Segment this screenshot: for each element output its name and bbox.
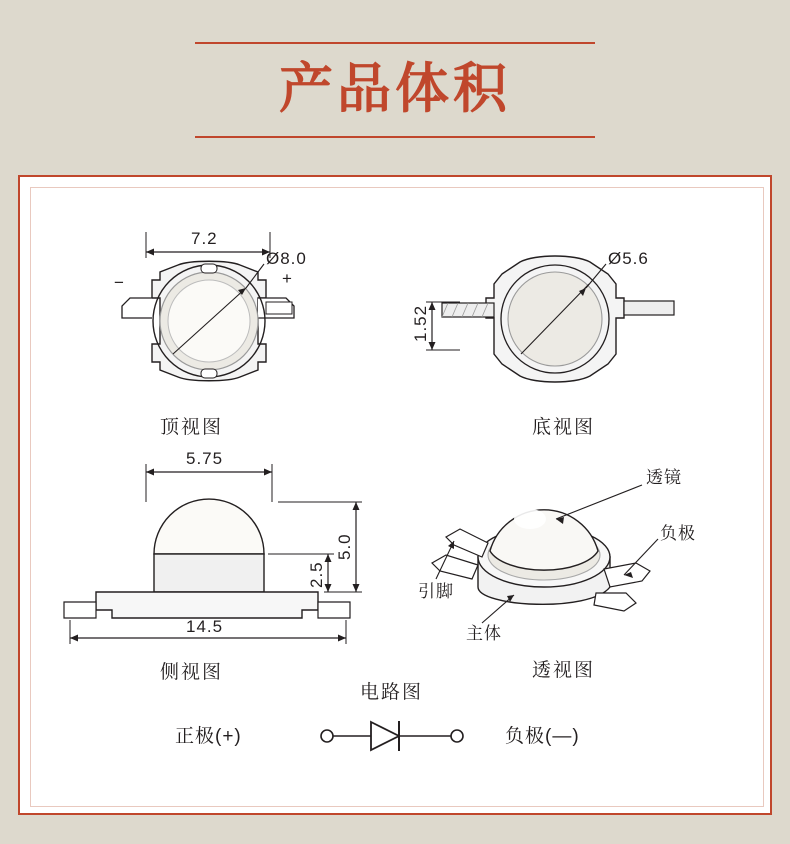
perspective-lead-label: 引脚 bbox=[418, 582, 454, 601]
perspective-view-figure bbox=[410, 447, 740, 647]
title-top-rule bbox=[195, 42, 595, 44]
page-title: 产品体积 bbox=[279, 59, 511, 119]
circuit-cathode-label: 负极(—) bbox=[505, 726, 580, 747]
top-view-figure bbox=[50, 202, 350, 412]
side-view-base-height-dim: 2.5 bbox=[307, 561, 326, 588]
bottom-view-figure bbox=[390, 202, 720, 412]
top-view-caption: 顶视图 bbox=[160, 417, 224, 438]
side-view-total-height-dim: 5.0 bbox=[335, 533, 354, 560]
top-view-positive-sign: + bbox=[282, 269, 293, 288]
title-bottom-rule bbox=[195, 136, 595, 138]
bottom-view-caption: 底视图 bbox=[532, 417, 596, 438]
circuit-figure bbox=[175, 712, 625, 772]
diagram-panel bbox=[18, 175, 772, 815]
side-view-caption: 侧视图 bbox=[160, 662, 224, 683]
perspective-cathode-label: 负极 bbox=[660, 524, 696, 543]
page-title-block bbox=[195, 42, 595, 152]
circuit-caption: 电路图 bbox=[360, 682, 424, 703]
side-view-figure bbox=[50, 442, 390, 652]
circuit-anode-label: 正极(+) bbox=[175, 726, 242, 747]
top-view-diameter-dim: Ø8.0 bbox=[266, 249, 307, 268]
bottom-view-thickness-dim: 1.52 bbox=[411, 304, 430, 342]
top-view-negative-sign: − bbox=[114, 273, 125, 292]
perspective-view-caption: 透视图 bbox=[532, 660, 596, 681]
side-view-total-width-dim: 14.5 bbox=[186, 617, 224, 636]
bottom-view-diameter-dim: Ø5.6 bbox=[608, 249, 649, 268]
perspective-body-label: 主体 bbox=[466, 624, 502, 643]
perspective-lens-label: 透镜 bbox=[646, 468, 682, 487]
side-view-lens-width-dim: 5.75 bbox=[186, 449, 224, 468]
top-view-width-dim: 7.2 bbox=[191, 229, 218, 248]
